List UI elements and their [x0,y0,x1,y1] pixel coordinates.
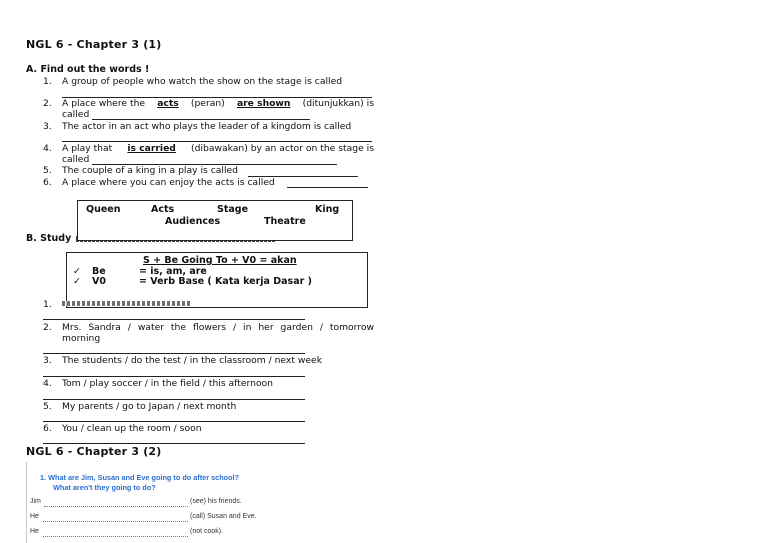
exercise-text: You / clean up the room / soon [62,423,202,434]
underlined-term: acts [157,98,179,109]
text-part: A place where the [62,98,146,109]
answer-blank[interactable] [43,521,188,522]
exercise-number: 6. [43,423,52,434]
word-option: King [315,204,340,215]
formula-definition: = Verb Base ( Kata kerja Dasar ) [139,276,312,287]
answer-line[interactable] [43,399,305,400]
answer-line[interactable] [43,421,305,422]
formula-definition: = is, am, are [139,266,207,277]
answer-line[interactable] [43,443,305,444]
word-option: Stage [217,204,249,215]
snippet-border [26,462,27,543]
underlined-term: are shown [236,98,291,109]
word-option: Audiences [165,216,221,227]
question-text: The actor in an act who plays the leader of a kingdom is called [62,121,352,132]
answer-line[interactable] [43,319,305,320]
chapter1-title: NGL 6 - Chapter 3 (1) [26,38,162,51]
exercise-number: 1. [43,299,52,310]
answer-line[interactable] [43,376,305,377]
word-option: Acts [151,204,175,215]
answer-line[interactable] [62,141,372,142]
word-box [77,200,353,241]
section-a-heading: A. Find out the words ! [26,64,150,75]
exercise-text: My parents / go to Japan / next month [62,401,237,412]
text-part: (peran) [190,98,225,109]
question-text-continued: called [62,154,90,165]
worksheet-subject: He [30,513,39,520]
worksheet-subject: Jim [30,498,41,505]
exercise-number: 3. [43,355,52,366]
question-text-continued: called [62,109,90,120]
text-part: (dibawakan) by an actor on the stage is [191,143,374,154]
question-number: 4. [43,143,52,154]
underlined-term: is carried [127,143,176,154]
answer-blank[interactable] [44,506,188,507]
answer-line[interactable] [92,119,310,120]
obscured-exercise-text [62,301,192,306]
question-text: A group of people who watch the show on the stage is called [62,76,343,87]
exercise-number: 2. [43,322,52,333]
chapter2-title: NGL 6 - Chapter 3 (2) [26,445,162,458]
worksheet-hint: (see) his friends. [190,498,242,505]
question-number: 2. [43,98,52,109]
question-text: A place where you can enjoy the acts is called [62,177,275,188]
formula-term: V0 [92,276,106,287]
formula-title: S + Be Going To + V0 = akan [143,255,297,266]
exercise-text: The students / do the test / in the classroom / next week [62,355,323,366]
question-number: 5. [43,165,52,176]
question-text [62,98,374,109]
text-part: (ditunjukkan) is [302,98,374,109]
exercise-text-continued: morning [62,333,101,344]
worksheet-question: 1. What are Jim, Susan and Eve going to do after school? [40,473,240,482]
question-number: 6. [43,177,52,188]
question-text [62,143,374,154]
formula-box [66,252,368,308]
worksheet-hint: (call) Susan and Eve. [190,513,257,520]
section-b-heading: B. Study [26,233,72,244]
question-number: 1. [43,76,52,87]
answer-line[interactable] [287,187,368,188]
worksheet-hint: (not cook). [190,528,224,535]
question-text: The couple of a king in a play is called [62,165,238,176]
answer-blank[interactable] [43,536,188,537]
text-part: A play that [62,143,113,154]
word-option: Theatre [264,216,306,227]
answer-line[interactable] [43,353,305,354]
word-option: Queen [86,204,121,215]
exercise-text: Tom / play soccer / in the field / this afternoon [62,378,274,389]
worksheet-question: What aren't they going to do? [53,483,156,492]
check-icon: ✓ [73,266,81,277]
question-number: 3. [43,121,52,132]
check-icon: ✓ [73,276,81,287]
formula-term: Be [92,266,106,277]
exercise-text: Mrs. Sandra / water the flowers / in her garden / tomorrow [62,322,374,333]
worksheet-subject: He [30,528,39,535]
exercise-number: 4. [43,378,52,389]
exercise-number: 5. [43,401,52,412]
